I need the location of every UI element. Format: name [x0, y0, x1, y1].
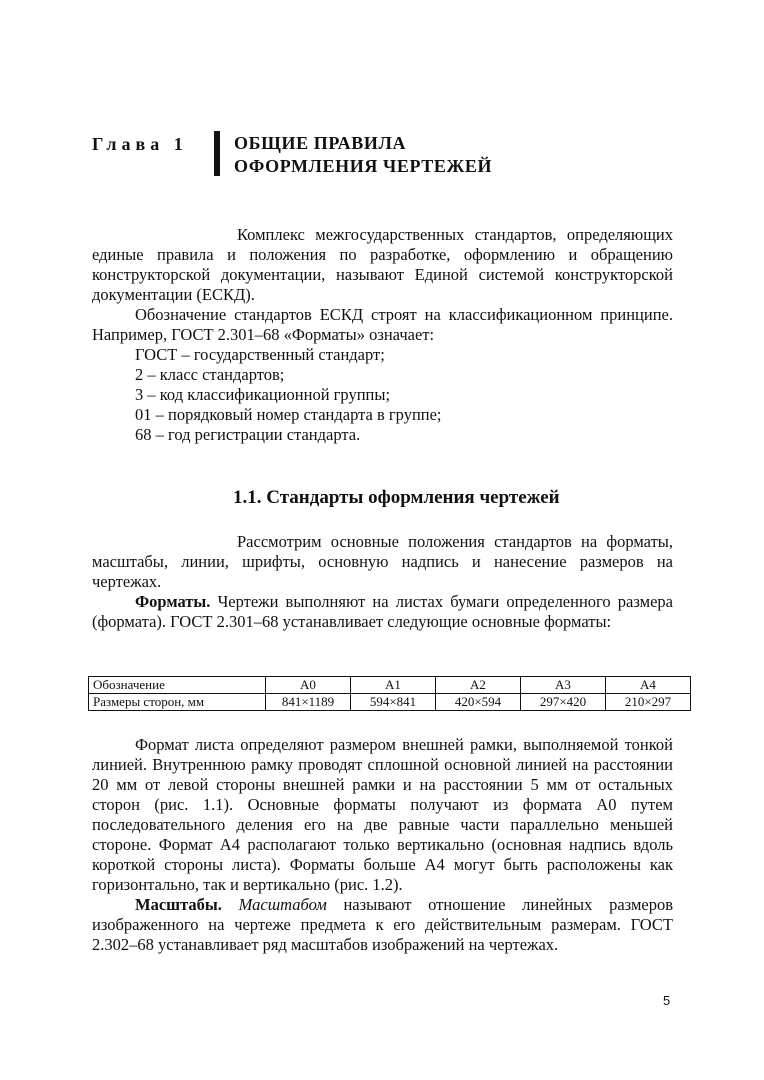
list-item: 68 – год регистрации стандарта.	[135, 425, 361, 444]
intro-block	[92, 225, 673, 445]
scales-text: называют отношение линейных размеров изображенного на чертеже предмета к его действительным размерам. ГОСТ 2.302–68 устанавливает ряд масштабов изображений на чертежах.	[92, 895, 673, 954]
chapter-divider	[214, 131, 220, 176]
chapter-title-line2: ОФОРМЛЕНИЯ ЧЕРТЕЖЕЙ	[234, 156, 493, 176]
table-cell: А0	[266, 677, 351, 694]
scales-paragraph	[92, 895, 673, 955]
section-block	[92, 532, 673, 632]
table-cell: Размеры сторон, мм	[89, 694, 266, 711]
section-paragraph-1: Рассмотрим основные положения стандартов на форматы, масштабы, линии, шрифты, основную надпись и нанесение размеров на чертежах.	[92, 532, 673, 591]
list-item: 3 – код классификационной группы;	[135, 385, 391, 404]
scales-term: Масштабы.	[135, 895, 222, 914]
table-cell: 297×420	[521, 694, 606, 711]
table-row	[89, 677, 691, 694]
intro-paragraph-1: Комплекс межгосударственных стандартов, определяющих единые правила и положения по разработке, оформлению и обращению конструкторской документации, называют Единой системой конструкторской документации (ЕСКД).	[92, 225, 673, 304]
format-description-paragraph: Формат листа определяют размером внешней рамки, выполняемой тонкой линией. Внутреннюю рамку проводят сплошной основной линией на расстоянии 20 мм от левой стороны внешней рамки и на расстоянии 5 мм от остальных сторон (рис. 1.1). Основные форматы получают из формата А0 путем последовательного деления его на две равные части параллельно меньшей стороне. Формат А4 располагают только вертикально (основная надпись вдоль короткой стороны листа). Форматы больше А4 могут быть расположены как горизонтально, так и вертикально (рис. 1.2).	[92, 735, 673, 894]
list-item: 2 – класс стандартов;	[135, 365, 285, 384]
after-table-block	[92, 735, 673, 955]
formats-term: Форматы.	[135, 592, 211, 611]
scales-italic-term: Масштабом	[238, 895, 327, 914]
table-cell: 594×841	[351, 694, 436, 711]
section-title: 1.1. Стандарты оформления чертежей	[233, 487, 560, 508]
table-row	[89, 694, 691, 711]
chapter-title	[234, 132, 492, 178]
table-cell: А1	[351, 677, 436, 694]
chapter-label: Глава 1	[92, 134, 188, 154]
list-item: ГОСТ – государственный стандарт;	[135, 345, 385, 364]
formats-text: Чертежи выполняют на листах бумаги определенного размера (формата). ГОСТ 2.301–68 устанавливает следующие основные форматы:	[92, 592, 673, 631]
table-cell: 210×297	[606, 694, 691, 711]
list-item: 01 – порядковый номер стандарта в группе;	[135, 405, 442, 424]
formats-paragraph	[92, 592, 673, 632]
table-cell: 420×594	[436, 694, 521, 711]
chapter-title-line1: ОБЩИЕ ПРАВИЛА	[234, 133, 407, 153]
table-cell: Обозначение	[89, 677, 266, 694]
table-cell: 841×1189	[266, 694, 351, 711]
table-cell: А3	[521, 677, 606, 694]
table-cell: А2	[436, 677, 521, 694]
intro-paragraph-2: Обозначение стандартов ЕСКД строят на классификационном принципе. Например, ГОСТ 2.301–68 «Форматы» означает:	[92, 305, 673, 344]
formats-table	[88, 676, 691, 711]
table-cell: А4	[606, 677, 691, 694]
page-number: 5	[663, 993, 671, 1008]
